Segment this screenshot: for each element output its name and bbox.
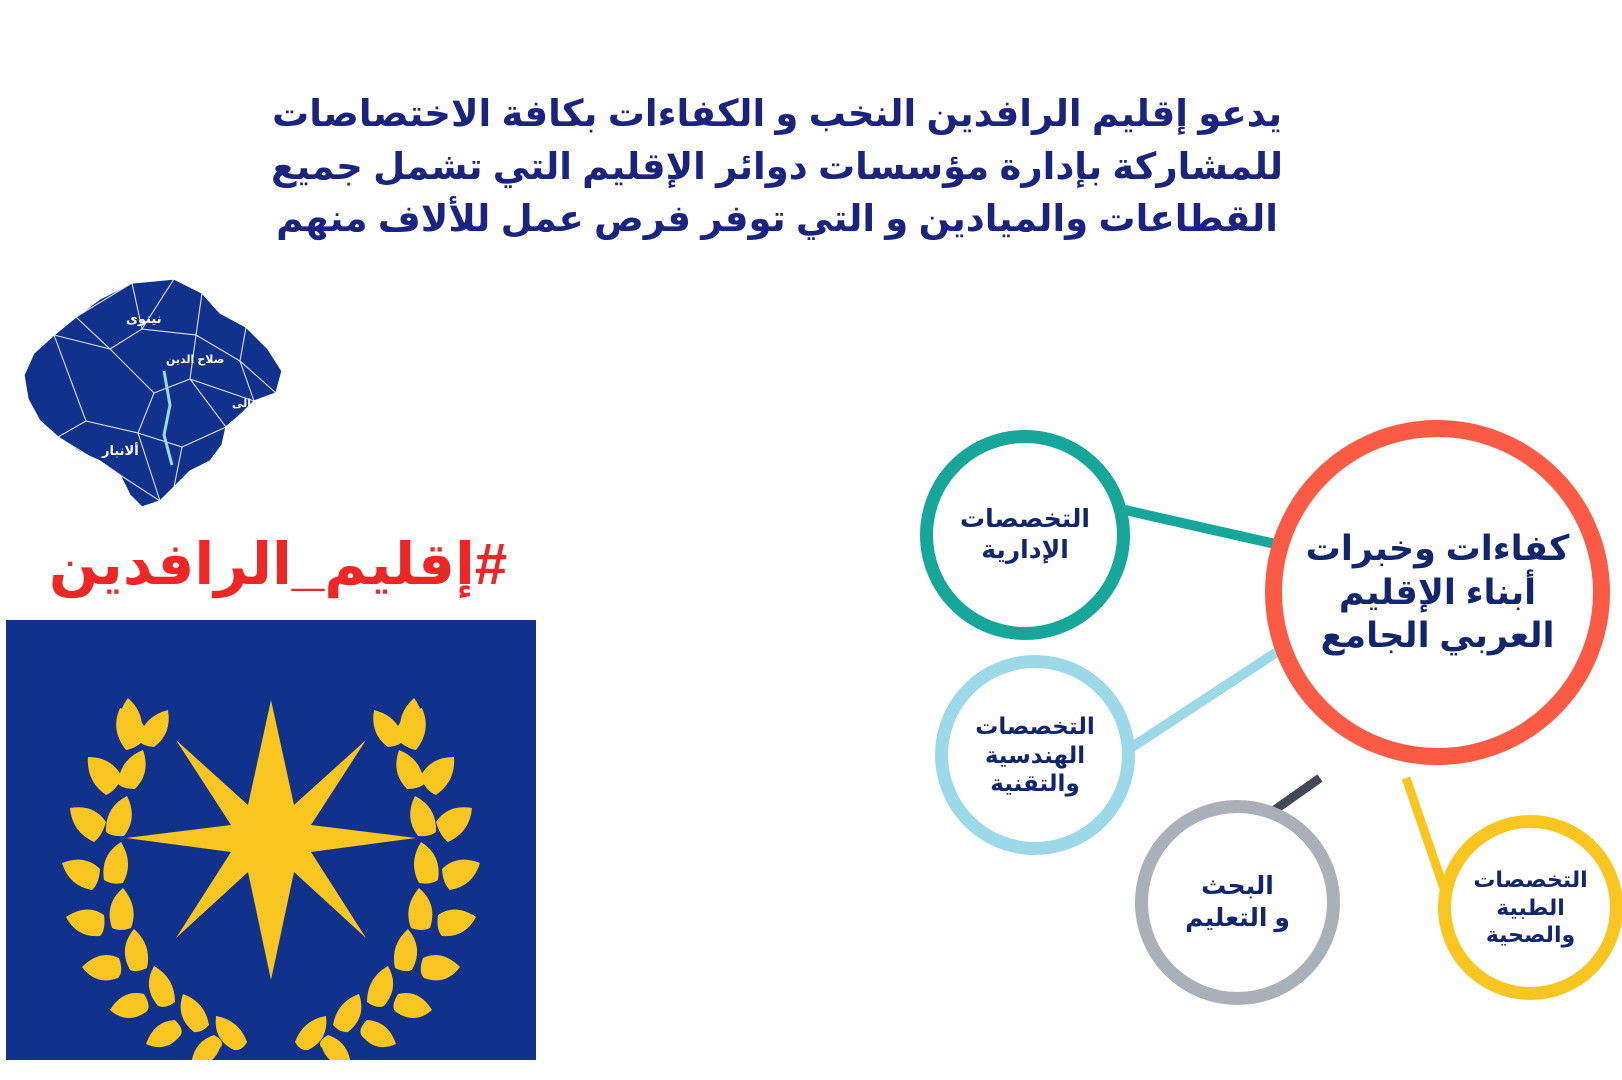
map-label-salahaddin: صلاح الدين	[166, 354, 225, 366]
node-engineering-label: التخصصات الهندسية والتقنية	[975, 712, 1095, 797]
page-title	[187, 88, 1367, 246]
node-research-label: البحث و التعليم	[1185, 872, 1290, 932]
link-admin-hub	[1125, 510, 1280, 545]
node-research-education[interactable]	[1135, 800, 1340, 1005]
node-medical-label: التخصصات الطبية والصحية	[1473, 867, 1588, 948]
node-administrative-specialties[interactable]	[920, 430, 1130, 640]
node-hub-label: كفاءات وخبرات أبناء الإقليم العربي الجامع	[1305, 528, 1570, 656]
node-medical-health-specialties[interactable]	[1438, 815, 1622, 1000]
flag-emblem-icon	[6, 620, 536, 1060]
map-label-nineveh: نينوى	[126, 311, 162, 326]
node-admin-label: التخصصات الإدارية	[960, 504, 1090, 564]
headline-line-1: يدعو إقليم الرافدين النخب و الكفاءات بكافة الاختصاصات	[272, 93, 1282, 134]
link-engineering-hub	[1120, 642, 1292, 755]
map-label-diyala: ديالى	[232, 398, 262, 410]
node-hub[interactable]	[1265, 420, 1610, 765]
network-diagram	[620, 410, 1620, 1080]
iraq-region-map	[14, 275, 294, 515]
headline-line-2: للمشاركة بإدارة مؤسسات دوائر الإقليم التي تشمل جميع	[271, 145, 1283, 187]
node-engineering-specialties[interactable]	[935, 655, 1135, 855]
map-label-anbar: ألانبار	[102, 443, 139, 458]
region-flag	[6, 620, 536, 1060]
hashtag-text: #إقليم_الرافدين	[48, 532, 508, 597]
headline-line-3: القطاعات والميادين و التي توفر فرص عمل للألاف منهم	[276, 198, 1278, 240]
